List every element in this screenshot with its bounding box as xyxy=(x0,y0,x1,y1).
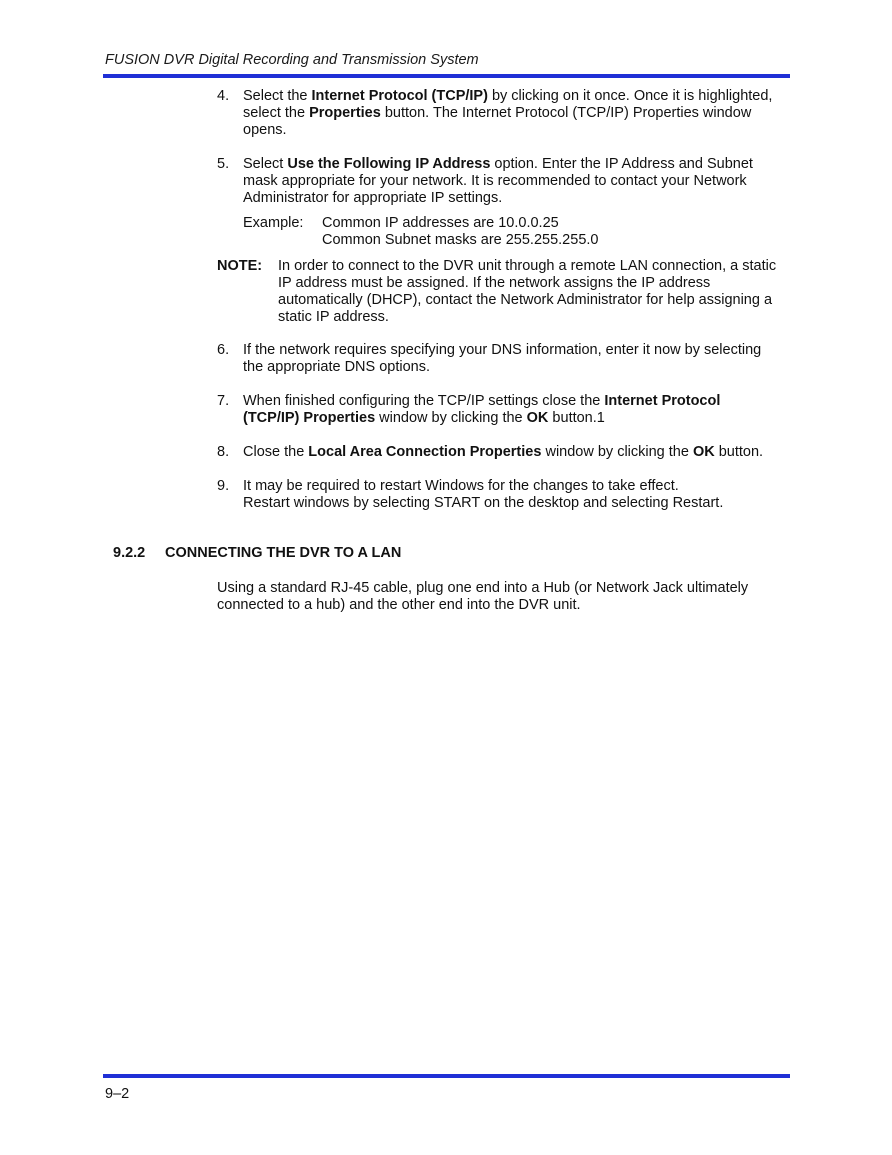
step-text: When finished configuring the TCP/IP settings close the xyxy=(243,393,605,409)
page-number: 9–2 xyxy=(105,1086,130,1102)
step-text-bold: OK xyxy=(526,410,549,426)
note-line: In order to connect to the DVR unit through a remote LAN connection, a static xyxy=(278,258,777,274)
note-line: IP address must be assigned. If the network assigns the IP address xyxy=(278,275,711,291)
step-text-bold: (TCP/IP) Properties xyxy=(243,410,376,426)
example-line: Common IP addresses are 10.0.0.25 xyxy=(322,215,559,231)
section-paragraph xyxy=(217,580,777,614)
step-text: It may be required to restart Windows for the changes to take effect. xyxy=(243,478,679,494)
step-number: 9. xyxy=(217,478,230,494)
step-text: select the xyxy=(243,105,310,121)
step-text: mask appropriate for your network. It is recommended to contact your Network xyxy=(243,173,747,189)
example-label: Example: xyxy=(243,215,304,231)
step-number: 7. xyxy=(217,393,230,409)
step-text: Close the xyxy=(243,444,309,460)
step-7 xyxy=(217,393,787,427)
paragraph-line: Using a standard RJ-45 cable, plug one end into a Hub (or Network Jack ultimately xyxy=(217,580,749,596)
step-text: Administrator for appropriate IP settings. xyxy=(243,190,503,206)
header-rule xyxy=(103,74,790,78)
step-text: option. Enter the IP Address and Subnet xyxy=(490,156,753,172)
step-4 xyxy=(217,88,787,139)
step-number: 6. xyxy=(217,342,230,358)
step-text: button. The Internet Protocol (TCP/IP) Properties window xyxy=(380,105,752,121)
step-9 xyxy=(217,478,787,512)
step-number: 4. xyxy=(217,88,230,104)
step-text: Select the xyxy=(243,88,312,104)
step-text: If the network requires specifying your DNS information, enter it now by selecting xyxy=(243,342,762,358)
example-line: Common Subnet masks are 255.255.255.0 xyxy=(322,232,599,248)
step-text-bold: Internet Protocol (TCP/IP) xyxy=(311,88,488,104)
step-text-bold: Properties xyxy=(309,105,381,121)
footer-rule xyxy=(103,1074,790,1078)
step-text: button.1 xyxy=(548,410,605,426)
example-block xyxy=(243,215,783,249)
step-text: by clicking on it once. Once it is highlighted, xyxy=(487,88,773,104)
running-header-title: FUSION DVR Digital Recording and Transmission System xyxy=(105,52,479,68)
step-number: 8. xyxy=(217,444,230,460)
section-number: 9.2.2 xyxy=(113,545,146,561)
step-6 xyxy=(217,342,787,376)
step-text: the appropriate DNS options. xyxy=(243,359,430,375)
note-line: static IP address. xyxy=(278,309,389,325)
step-number: 5. xyxy=(217,156,230,172)
note-label: NOTE: xyxy=(217,258,263,274)
step-5 xyxy=(217,156,787,207)
step-text-bold: Local Area Connection Properties xyxy=(308,444,542,460)
step-text: Select xyxy=(243,156,288,172)
section-title: CONNECTING THE DVR TO A LAN xyxy=(165,545,402,561)
step-text-bold: Internet Protocol xyxy=(604,393,721,409)
step-text: window by clicking the xyxy=(375,410,527,426)
step-8 xyxy=(217,444,787,461)
note-block xyxy=(217,258,787,326)
step-text: button. xyxy=(714,444,764,460)
step-text: opens. xyxy=(243,122,287,138)
step-text: Restart windows by selecting START on the desktop and selecting Restart. xyxy=(243,495,724,511)
step-text-bold: OK xyxy=(692,444,715,460)
step-text-bold: Use the Following IP Address xyxy=(287,156,491,172)
step-text: window by clicking the xyxy=(541,444,693,460)
paragraph-line: connected to a hub) and the other end into the DVR unit. xyxy=(217,597,581,613)
note-line: automatically (DHCP), contact the Network Administrator for help assigning a xyxy=(278,292,773,308)
